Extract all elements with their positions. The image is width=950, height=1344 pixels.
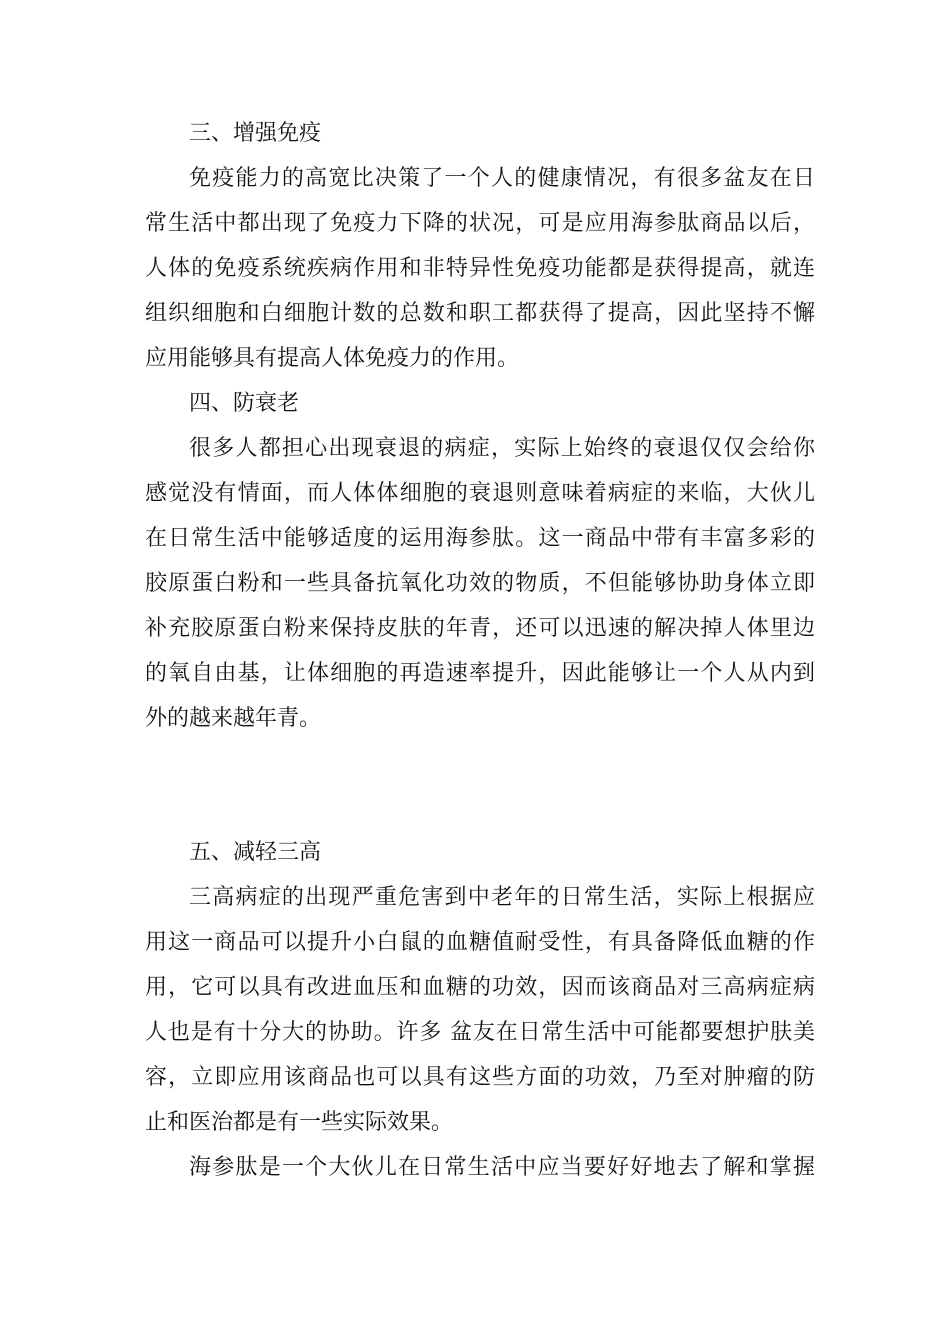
- paragraph-line: 感觉没有情面，而人体体细胞的衰退则意味着病症的来临，大伙儿: [145, 481, 815, 506]
- paragraph-line: 胶原蛋白粉和一些具备抗氧化功效的物质，不但能够协助身体立即: [145, 571, 815, 596]
- paragraph-line: 免疫能力的高宽比决策了一个人的健康情况，有很多盆友在日: [189, 166, 815, 191]
- paragraph-line: 很多人都担心出现衰退的病症，实际上始终的衰退仅仅会给你: [189, 436, 815, 461]
- paragraph-line: 应用能够具有提高人体免疫力的作用。: [145, 346, 520, 371]
- paragraph-line: 人体的免疫系统疾病作用和非特异性免疫功能都是获得提高，就连: [145, 256, 815, 281]
- paragraph-line: 用这一商品可以提升小白鼠的血糖值耐受性，有具备降低血糖的作: [145, 930, 815, 955]
- section-heading: 四、防衰老: [189, 391, 300, 416]
- paragraph-line: 止和医治都是有一些实际效果。: [145, 1110, 454, 1135]
- paragraph-line: 外的越来越年青。: [145, 706, 322, 731]
- section-heading: 五、减轻三高: [189, 840, 322, 865]
- paragraph-line: 三高病症的出现严重危害到中老年的日常生活，实际上根据应: [189, 885, 815, 910]
- paragraph-line: 组织细胞和白细胞计数的总数和职工都获得了提高，因此坚持不懈: [145, 301, 815, 326]
- paragraph-line: 补充胶原蛋白粉来保持皮肤的年青，还可以迅速的解决掉人体里边: [145, 616, 815, 641]
- paragraph-line: 容，立即应用该商品也可以具有这些方面的功效，乃至对肿瘤的防: [145, 1065, 815, 1090]
- paragraph-line: 的氧自由基，让体细胞的再造速率提升，因此能够让一个人从内到: [145, 661, 815, 686]
- paragraph-line: 常生活中都出现了免疫力下降的状况，可是应用海参肽商品以后，: [145, 211, 815, 236]
- section-heading: 三、增强免疫: [189, 121, 322, 146]
- paragraph-line: 在日常生活中能够适度的运用海参肽。这一商品中带有丰富多彩的: [145, 526, 815, 551]
- paragraph-line: 人也是有十分大的协助。许多 盆友在日常生活中可能都要想护肤美: [145, 1020, 815, 1045]
- paragraph-line: 用，它可以具有改进血压和血糖的功效，因而该商品对三高病症病: [145, 975, 815, 1000]
- paragraph-line: 海参肽是一个大伙儿在日常生活中应当要好好地去了解和掌握: [189, 1155, 815, 1180]
